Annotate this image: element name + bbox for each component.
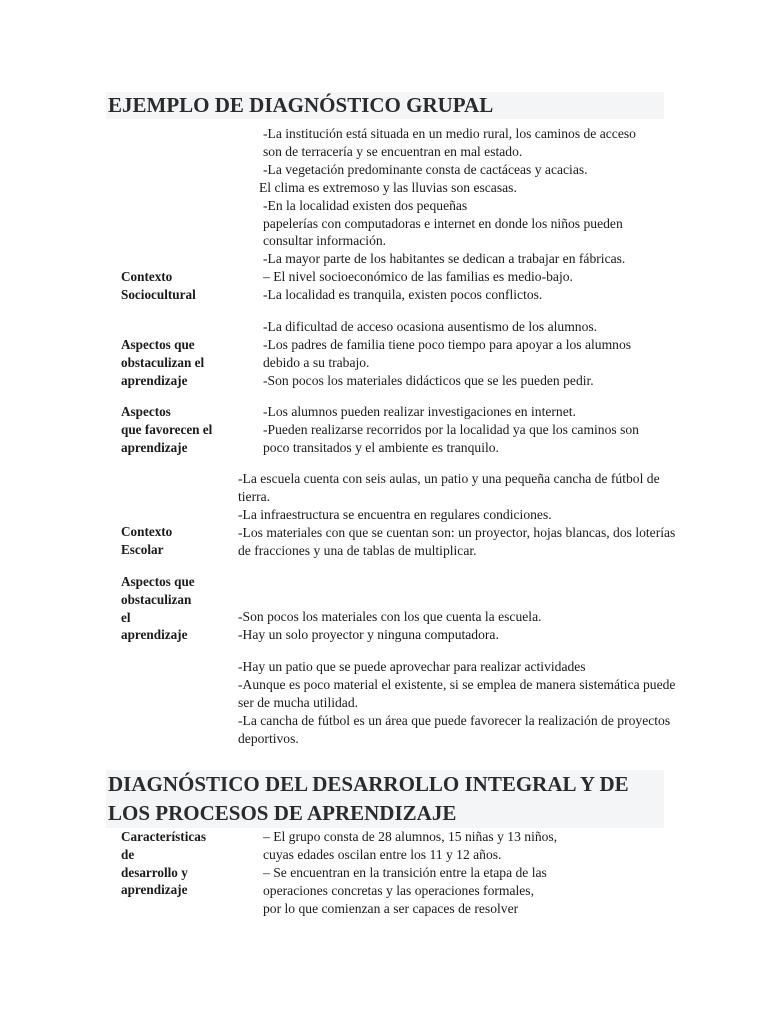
label-aspectos-obstaculizan-2 (121, 573, 195, 644)
text-line: por lo que comienzan a ser capaces de resolver (263, 900, 519, 916)
heading-diagnostico-desarrollo (106, 770, 664, 828)
label-line: Aspectos que (121, 337, 195, 352)
label-line: Aspectos que (121, 574, 195, 589)
label-aspectos-obstaculizan-1 (121, 336, 204, 389)
favorecen-text-1 (263, 403, 639, 457)
text-line: -Los materiales con que se cuentan son: un proyector, hojas blancas, dos loterías (238, 524, 676, 540)
text-line: operaciones concretas y las operaciones formales, (263, 882, 534, 898)
text-line: tierra. (238, 488, 271, 504)
text-line: -La infraestructura se encuentra en regulares condiciones. (238, 506, 552, 522)
label-aspectos-favorecen-1 (121, 403, 212, 456)
obstaculizan-text-1 (263, 318, 631, 390)
text-line: -La vegetación predominante consta de cactáceas y acacias. (263, 161, 588, 177)
text-line: -La mayor parte de los habitantes se dedican a trabajar en fábricas. (263, 251, 626, 267)
text-line: -En la localidad existen dos pequeñas (263, 197, 468, 213)
label-line: obstaculizan el (121, 354, 205, 370)
text-line: deportivos. (238, 730, 299, 746)
label-line: Características (121, 829, 206, 844)
label-line: que favorecen el (121, 421, 213, 437)
label-line: Contexto (121, 524, 173, 539)
text-line: poco transitados y el ambiente es tranquilo. (263, 439, 499, 455)
text-line: de fracciones y una de tablas de multiplicar. (238, 542, 477, 558)
text-line: -Los alumnos pueden realizar investigaciones en internet. (263, 404, 576, 419)
heading-line: DIAGNÓSTICO DEL DESARROLLO INTEGRAL Y DE (108, 772, 629, 796)
text-line: -Hay un solo proyector y ninguna computadora. (238, 626, 499, 642)
text-line: -Los padres de familia tiene poco tiempo para apoyar a los alumnos (263, 336, 632, 352)
label-line: Aspectos (121, 404, 171, 419)
text-line: -La cancha de fútbol es un área que puede favorecer la realización de proyectos (238, 712, 671, 728)
obstaculizan-text-2 (238, 608, 542, 644)
text-line: debido a su trabajo. (263, 354, 370, 370)
text-line: El clima es extremoso y las lluvias son escasas. (259, 179, 517, 195)
label-line: de (121, 846, 135, 862)
text-line: -La localidad es tranquila, existen pocos conflictos. (263, 287, 543, 303)
text-line: cuyas edades oscilan entre los 11 y 12 años. (263, 846, 502, 862)
label-line: el (121, 609, 131, 625)
text-line: -Pueden realizarse recorridos por la localidad ya que los caminos son (263, 421, 639, 437)
text-line: son de terracería y se encuentran en mal estado. (263, 143, 523, 159)
label-contexto-escolar (121, 523, 172, 559)
label-line: aprendizaje (121, 439, 188, 455)
text-line: -La escuela cuenta con seis aulas, un patio y una pequeña cancha de fútbol de (238, 471, 660, 486)
text-line: -Son pocos los materiales didácticos que se les pueden pedir. (263, 372, 594, 388)
text-line: ser de mucha utilidad. (238, 694, 359, 710)
text-line: – Se encuentran en la transición entre la etapa de las (263, 864, 547, 880)
text-line: – El grupo consta de 28 alumnos, 15 niñas y 13 niños, (263, 829, 558, 844)
label-contexto-sociocultural (121, 268, 196, 304)
sociocultural-text (259, 125, 636, 304)
text-line: -La institución está situada en un medio rural, los caminos de acceso (263, 126, 636, 141)
label-line: obstaculizan (121, 591, 192, 607)
heading-diagnostico-grupal: EJEMPLO DE DIAGNÓSTICO GRUPAL (106, 92, 664, 119)
text-line: -Son pocos los materiales con los que cuenta la escuela. (238, 609, 542, 624)
heading-line: LOS PROCESOS DE APRENDIZAJE (108, 801, 457, 825)
label-line: desarrollo y (121, 864, 188, 880)
text-line: consultar información. (263, 233, 387, 249)
text-line: – El nivel socioeconómico de las familias es medio-bajo. (263, 269, 573, 285)
escolar-text (238, 470, 675, 560)
favorecen-text-2 (238, 658, 675, 748)
label-line: aprendizaje (121, 882, 188, 898)
caracteristicas-text (263, 828, 557, 918)
text-line: papelerías con computadoras e internet en donde los niños pueden (263, 215, 623, 231)
label-line: Sociocultural (121, 286, 196, 302)
label-line: aprendizaje (121, 372, 188, 388)
label-line: Escolar (121, 541, 164, 557)
label-line: Contexto (121, 269, 173, 284)
text-line: -Hay un patio que se puede aprovechar para realizar actividades (238, 659, 586, 674)
label-caracteristicas (121, 828, 206, 899)
text-line: -La dificultad de acceso ocasiona ausentismo de los alumnos. (263, 319, 598, 334)
text-line: -Aunque es poco material el existente, si se emplea de manera sistemática puede (238, 676, 676, 692)
label-line: aprendizaje (121, 627, 188, 643)
